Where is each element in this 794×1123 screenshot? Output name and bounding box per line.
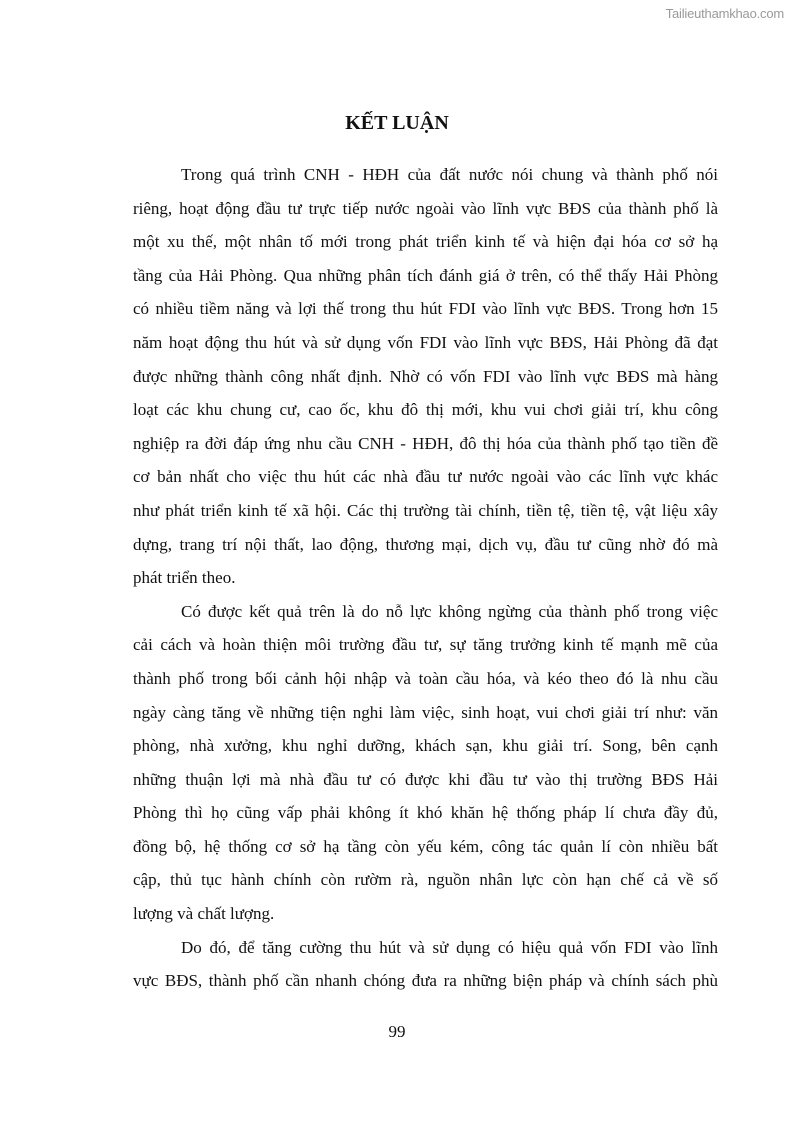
paragraph-line: thành phố trong bối cảnh hội nhập và toàn cầu hóa, và kéo theo đó là nhu cầu: [133, 668, 718, 688]
page-title: KẾT LUẬN: [345, 112, 449, 134]
paragraph: [133, 158, 718, 595]
paragraph: [133, 931, 718, 998]
paragraph-line: ngày càng tăng về những tiện nghi làm việc, sinh hoạt, vui chơi giải trí như: văn: [133, 702, 718, 722]
paragraph-line: được những thành công nhất định. Nhờ có vốn FDI vào lĩnh vực BĐS mà hàng: [133, 366, 718, 386]
paragraph-line: phát triển theo.: [133, 568, 236, 588]
paragraph-line: một xu thế, một nhân tố mới trong phát triển kinh tế và hiện đại hóa cơ sở hạ: [133, 232, 718, 252]
paragraph-line: cơ bản nhất cho việc thu hút các nhà đầu tư nước ngoài vào các lĩnh vực khác: [133, 467, 718, 487]
paragraph: [133, 595, 718, 931]
paragraph-line: cập, thủ tục hành chính còn rườm rà, nguồn nhân lực còn hạn chế cả về số: [133, 870, 718, 890]
paragraph-line: những thuận lợi mà nhà đầu tư có được khi đầu tư vào thị trường BĐS Hải: [133, 769, 718, 789]
paragraph-line: Phòng thì họ cũng vấp phải không ít khó khăn hệ thống pháp lí chưa đầy đủ,: [133, 803, 718, 823]
document-body: [133, 158, 718, 998]
paragraph-line: vực BĐS, thành phố cần nhanh chóng đưa ra những biện pháp và chính sách phù: [133, 971, 718, 991]
paragraph-line: Do đó, để tăng cường thu hút và sử dụng có hiệu quả vốn FDI vào lĩnh: [181, 937, 718, 957]
paragraph-line: riêng, hoạt động đầu tư trực tiếp nước ngoài vào lĩnh vực BĐS của thành phố là: [133, 198, 718, 218]
paragraph-line: cải cách và hoàn thiện môi trường đầu tư, sự tăng trưởng kinh tế mạnh mẽ của: [133, 635, 718, 655]
paragraph-line: nghiệp ra đời đáp ứng nhu cầu CNH - HĐH, đô thị hóa của thành phố tạo tiền đề: [133, 433, 718, 453]
paragraph-line: loạt các khu chung cư, cao ốc, khu đô thị mới, khu vui chơi giải trí, khu công: [133, 400, 718, 420]
paragraph-line: như phát triển kinh tế xã hội. Các thị trường tài chính, tiền tệ, tiền tệ, vật liệu xây: [133, 500, 718, 520]
paragraph-line: đồng bộ, hệ thống cơ sở hạ tầng còn yếu kém, công tác quản lí còn nhiều bất: [133, 836, 718, 856]
paragraph-line: phòng, nhà xưởng, khu nghỉ dưỡng, khách sạn, khu giải trí. Song, bên cạnh: [133, 736, 718, 756]
watermark: Tailieuthamkhao.com: [665, 6, 784, 21]
paragraph-line: có nhiều tiềm năng và lợi thế trong thu hút FDI vào lĩnh vực BĐS. Trong hơn 15: [133, 299, 718, 319]
paragraph-line: năm hoạt động thu hút và sử dụng vốn FDI vào lĩnh vực BĐS, Hải Phòng đã đạt: [133, 332, 718, 352]
page-number: 99: [388, 1022, 406, 1041]
paragraph-line: lượng và chất lượng.: [133, 904, 275, 924]
paragraph-line: Trong quá trình CNH - HĐH của đất nước nói chung và thành phố nói: [181, 165, 718, 184]
paragraph-line: tầng của Hải Phòng. Qua những phân tích đánh giá ở trên, có thể thấy Hải Phòng: [133, 265, 718, 285]
paragraph-line: Có được kết quả trên là do nỗ lực không ngừng của thành phố trong việc: [181, 601, 718, 621]
paragraph-line: dựng, trang trí nội thất, lao động, thương mại, dịch vụ, đầu tư cũng nhờ đó mà: [133, 534, 718, 554]
